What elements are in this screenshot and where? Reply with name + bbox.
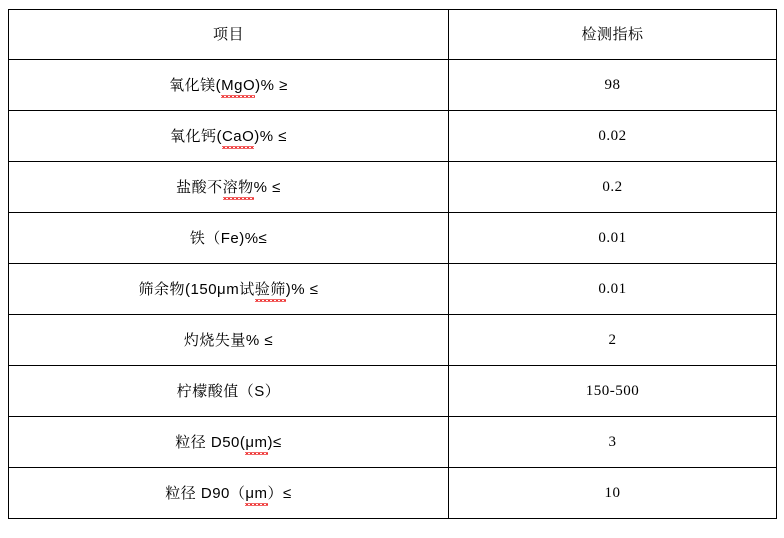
- table-row: [9, 60, 777, 111]
- row-item-prefix: 粒径 D50(: [175, 433, 246, 451]
- row-item-prefix: 盐酸不: [176, 178, 223, 196]
- row-item-prefix: 粒径 D90（: [165, 484, 246, 502]
- row-item-suffix: )% ≥: [255, 76, 288, 94]
- row-item-cell: [9, 111, 449, 162]
- row-item-marked: CaO: [221, 127, 255, 145]
- row-value: 0.01: [598, 230, 627, 246]
- specification-table: [8, 9, 777, 519]
- table-row: [9, 162, 777, 213]
- row-item-cell: [9, 264, 449, 315]
- table-row: [9, 315, 777, 366]
- row-item-cell: [9, 162, 449, 213]
- table-row: [9, 366, 777, 417]
- row-item-suffix: )% ≤: [254, 127, 288, 145]
- row-item-marked: MgO: [221, 76, 256, 94]
- row-item-prefix: 灼烧失量% ≤: [183, 331, 274, 349]
- table-row: [9, 213, 777, 264]
- row-item-cell: [9, 366, 449, 417]
- row-item-suffix: )% ≤: [285, 280, 319, 298]
- row-item-cell: [9, 468, 449, 519]
- row-value: 10: [604, 485, 621, 501]
- column-header-value-label: 检测指标: [581, 26, 644, 43]
- row-item-prefix: 氧化钙(: [169, 127, 222, 145]
- row-item-prefix: 筛余物(150μm试: [138, 280, 255, 298]
- column-header-item: [9, 10, 449, 60]
- row-value: 3: [608, 434, 617, 450]
- row-value: 0.01: [598, 281, 627, 297]
- row-item-cell: [9, 213, 449, 264]
- row-item-prefix: 铁（Fe)%≤: [189, 229, 268, 247]
- row-item-cell: [9, 315, 449, 366]
- row-item-marked: μm: [245, 484, 268, 502]
- row-item-suffix: ）≤: [267, 484, 292, 502]
- table-row: [9, 264, 777, 315]
- row-value: 98: [604, 77, 621, 93]
- row-item-suffix: % ≤: [253, 178, 281, 196]
- row-value: 2: [608, 332, 617, 348]
- row-value: 0.2: [602, 179, 623, 195]
- row-item-marked: μm: [245, 433, 268, 451]
- row-value-cell: [449, 60, 777, 111]
- row-value-cell: [449, 366, 777, 417]
- row-item-prefix: 氧化镁(: [169, 76, 222, 94]
- row-value: 150-500: [585, 383, 640, 399]
- table-row: [9, 111, 777, 162]
- row-value-cell: [449, 162, 777, 213]
- row-value: 0.02: [598, 128, 627, 144]
- column-header-value: [449, 10, 777, 60]
- row-value-cell: [449, 213, 777, 264]
- row-item-prefix: 柠檬酸值（S）: [176, 382, 281, 400]
- row-value-cell: [449, 315, 777, 366]
- row-item-suffix: )≤: [267, 433, 282, 451]
- row-value-cell: [449, 468, 777, 519]
- table-header-row: [9, 10, 777, 60]
- table-row: [9, 468, 777, 519]
- table-row: [9, 417, 777, 468]
- row-value-cell: [449, 111, 777, 162]
- row-item-cell: [9, 417, 449, 468]
- row-item-cell: [9, 60, 449, 111]
- row-item-marked: 溶物: [222, 178, 254, 196]
- column-header-item-label: 项目: [212, 26, 244, 43]
- row-item-marked: 验筛: [254, 280, 286, 298]
- row-value-cell: [449, 264, 777, 315]
- row-value-cell: [449, 417, 777, 468]
